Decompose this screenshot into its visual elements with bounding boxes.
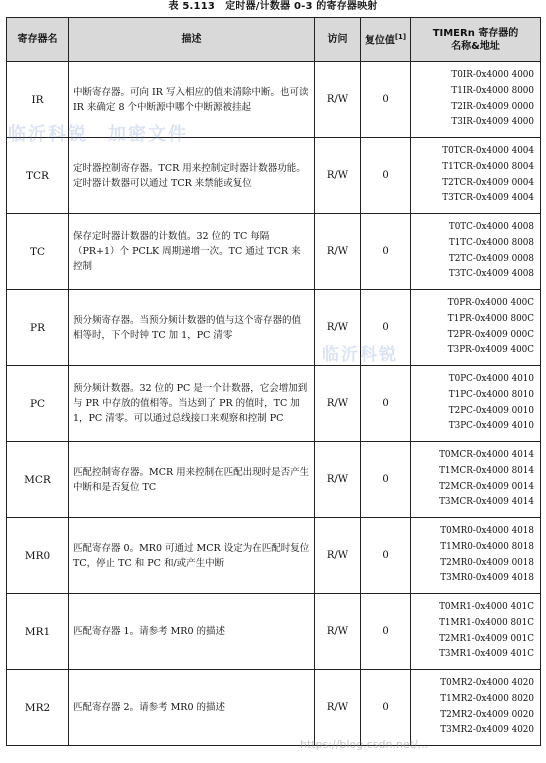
reset-value-cell: 0 [361,138,411,214]
access-cell: R/W [315,62,361,138]
address-line: T2MCR-0x4009 0014 [439,481,534,492]
address-line: T2TC-0x4009 0008 [448,253,534,264]
register-name-cell: TC [7,214,69,290]
address-line: T1TC-0x4000 8008 [448,237,534,248]
register-name-cell: MCR [7,442,69,518]
access-cell: R/W [315,518,361,594]
access-cell: R/W [315,442,361,518]
address-line: T2TCR-0x4009 0004 [442,177,534,188]
description-cell: 中断寄存器。可向 IR 写入相应的值来清除中断。也可读 IR 来确定 8 个中断源中哪个中断源被挂起 [69,62,315,138]
description-cell: 保存定时器计数器的计数值。32 位的 TC 每隔（PR+1）个 PCLK 周期递增一次。TC 通过 TCR 来控制 [69,214,315,290]
address-cell [411,138,541,214]
reset-value-cell: 0 [361,366,411,442]
address-line: T1IR-0x4000 8000 [451,85,534,96]
reset-value-cell: 0 [361,214,411,290]
register-name-cell: MR0 [7,518,69,594]
address-cell [411,214,541,290]
register-name-cell: MR1 [7,594,69,670]
table-row [7,594,541,670]
address-cell [411,442,541,518]
register-map-table [6,17,541,746]
table-caption: 表 5.113 定时器/计数器 0-3 的寄存器映射 [168,1,378,12]
reset-value-cell: 0 [361,594,411,670]
description-cell: 匹配寄存器 0。MR0 可通过 MCR 设定为在匹配时复位 TC，停止 TC 和 PC 和/或产生中断 [69,518,315,594]
access-cell: R/W [315,138,361,214]
description-cell: 预分频计数器。32 位的 PC 是一个计数器，它会增加到与 PR 中存放的值相等。当达到了 PR 的值时，TC 加 1，PC 清零。可以通过总线接口来观察和控制 PC [69,366,315,442]
address-cell [411,366,541,442]
address-line: T3TCR-0x4009 4004 [442,193,534,204]
watermark-text: 临沂科锐 加密文件 [8,124,188,145]
reset-value-cell: 0 [361,518,411,594]
address-line: T1PR-0x4000 800C [447,313,534,324]
address-line: T1TCR-0x4000 8004 [442,161,534,172]
address-line: T2MR0-0x4009 0018 [440,557,534,568]
access-cell: R/W [315,366,361,442]
header-address: TIMERn 寄存器的 名称&地址 [411,18,541,62]
description-cell: 匹配控制寄存器。MCR 用来控制在匹配出现时是否产生中断和是否复位 TC [69,442,315,518]
address-line: T0TCR-0x4000 4004 [442,146,534,157]
address-line: T0MR1-0x4000 401C [439,602,534,613]
reset-value-cell: 0 [361,442,411,518]
address-line: T0PC-0x4000 4010 [448,374,534,385]
address-line: T3PR-0x4009 400C [447,345,534,356]
reset-value-cell: 0 [361,290,411,366]
table-row [7,366,541,442]
register-name-cell: MR2 [7,670,69,746]
register-name-cell: PC [7,366,69,442]
address-line: T2PC-0x4009 0010 [448,405,534,416]
address-line: T3MR0-0x4009 4018 [440,573,534,584]
address-line: T0PR-0x4000 400C [447,298,534,309]
table-row [7,290,541,366]
reset-value-cell: 0 [361,62,411,138]
address-cell [411,518,541,594]
address-line: T3MCR-0x4009 4014 [439,497,534,508]
address-line: T3MR2-0x4009 4020 [440,725,534,736]
address-line: T1MR0-0x4000 8018 [440,541,534,552]
address-line: T0TC-0x4000 4008 [448,222,534,233]
address-cell [411,670,541,746]
address-line: T3IR-0x4009 4000 [451,117,534,128]
header-register-name: 寄存器名 [7,18,69,62]
address-line: T1MR2-0x4000 8020 [440,693,534,704]
table-row [7,670,541,746]
header-description: 描述 [69,18,315,62]
header-access: 访问 [315,18,361,62]
table-header-row [7,18,541,62]
address-line: T1PC-0x4000 8010 [448,389,534,400]
address-cell [411,290,541,366]
table-row [7,62,541,138]
address-line: T0MR0-0x4000 4018 [440,526,534,537]
address-line: T2PR-0x4009 000C [447,329,534,340]
address-cell [411,62,541,138]
description-cell: 匹配寄存器 2。请参考 MR0 的描述 [69,670,315,746]
watermark-url: https://blog.csdn.net/... [300,738,429,751]
access-cell: R/W [315,670,361,746]
description-cell: 匹配寄存器 1。请参考 MR0 的描述 [69,594,315,670]
address-cell [411,594,541,670]
access-cell: R/W [315,214,361,290]
header-reset-value: 复位值[1] [361,18,411,62]
table-row [7,138,541,214]
reset-value-cell: 0 [361,670,411,746]
address-line: T3TC-0x4009 4008 [448,269,534,280]
table-row [7,442,541,518]
address-line: T3MR1-0x4009 401C [439,649,534,660]
register-name-cell: TCR [7,138,69,214]
address-line: T2MR1-0x4009 001C [439,633,534,644]
watermark-text: 临沂科锐 [322,345,398,365]
address-line: T0MR2-0x4000 4020 [440,678,534,689]
reset-footnote: [1] [394,33,407,42]
register-name-cell: PR [7,290,69,366]
description-cell: 定时器控制寄存器。TCR 用来控制定时器计数器功能。定时器计数器可以通过 TCR 来禁能或复位 [69,138,315,214]
address-line: T0IR-0x4000 4000 [451,70,534,81]
address-line: T1MR1-0x4000 801C [439,617,534,628]
address-line: T2MR2-0x4009 0020 [440,709,534,720]
address-line: T2IR-0x4009 0000 [451,101,534,112]
register-name-cell: IR [7,62,69,138]
description-cell: 预分频寄存器。当预分频计数器的值与这个寄存器的值相等时，下个时钟 TC 加 1，PC 清零 [69,290,315,366]
access-cell: R/W [315,594,361,670]
table-row [7,518,541,594]
table-row [7,214,541,290]
address-line: T0MCR-0x4000 4014 [439,450,534,461]
address-line: T3PC-0x4009 4010 [448,421,534,432]
address-line: T1MCR-0x4000 8014 [439,465,534,476]
access-cell: R/W [315,290,361,366]
